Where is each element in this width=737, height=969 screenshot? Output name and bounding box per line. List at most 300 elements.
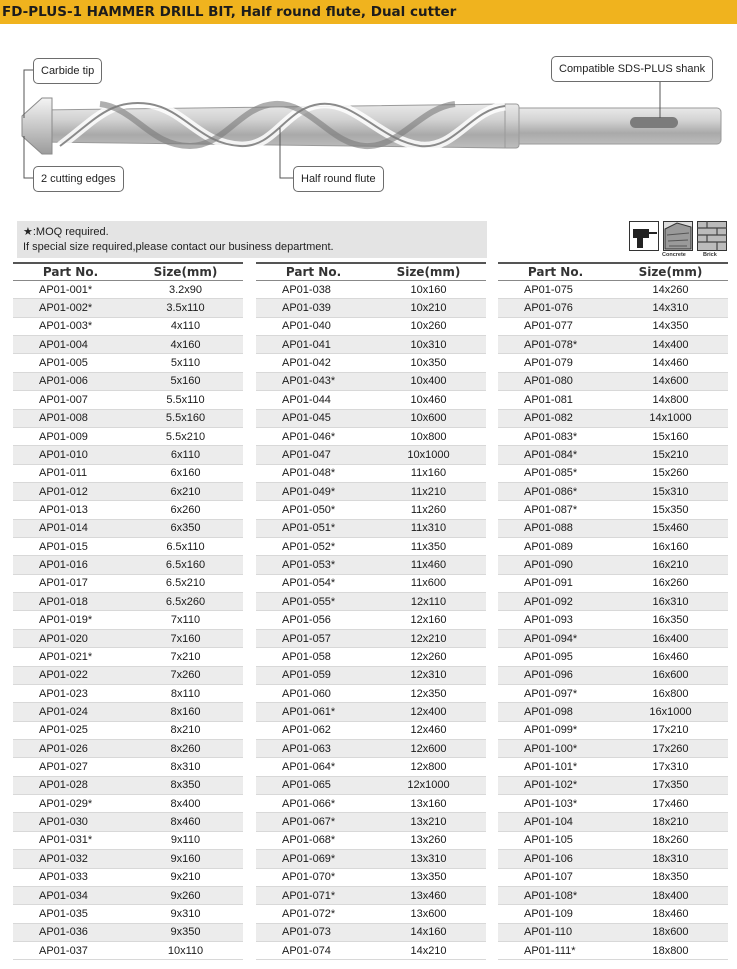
- table-row: [256, 373, 486, 391]
- size-cell: 6.5x260: [165, 595, 206, 608]
- size-cell: 6x160: [170, 467, 201, 480]
- size-cell: 10x1000: [407, 448, 450, 461]
- table-row: [256, 391, 486, 409]
- part-no-cell: AP01-079: [524, 357, 573, 370]
- part-no-cell: AP01-086*: [524, 485, 578, 498]
- size-cell: 9x110: [170, 834, 201, 847]
- size-cell: 18x210: [652, 816, 689, 829]
- size-cell: 10x460: [410, 393, 447, 406]
- part-no-cell: AP01-103*: [524, 797, 578, 810]
- table-row: [498, 465, 728, 483]
- part-no-cell: AP01-092: [524, 595, 573, 608]
- size-cell: 17x210: [652, 724, 689, 737]
- part-no-cell: AP01-091: [524, 577, 573, 590]
- table-row: [13, 685, 243, 703]
- table-rows: [256, 281, 486, 960]
- size-cell: 8x400: [170, 797, 201, 810]
- table-header: [498, 262, 728, 281]
- table-rows: [13, 281, 243, 960]
- table-row: [256, 483, 486, 501]
- header-part-no: Part No.: [42, 265, 99, 279]
- part-no-cell: AP01-076: [524, 302, 573, 315]
- header-part-no: Part No.: [527, 265, 584, 279]
- size-cell: 16x350: [652, 614, 689, 627]
- part-no-cell: AP01-050*: [282, 503, 336, 516]
- size-cell: 16x1000: [649, 705, 692, 718]
- part-no-cell: AP01-042: [282, 357, 331, 370]
- table-row: [256, 428, 486, 446]
- part-no-cell: AP01-001*: [39, 283, 93, 296]
- size-cell: 18x310: [652, 852, 689, 865]
- table-row: [498, 520, 728, 538]
- size-cell: 18x350: [652, 871, 689, 884]
- part-no-cell: AP01-057: [282, 632, 331, 645]
- size-cell: 14x210: [410, 944, 447, 957]
- size-cell: 13x350: [410, 871, 447, 884]
- table-header: [13, 262, 243, 281]
- table-row: [498, 905, 728, 923]
- part-no-cell: AP01-062: [282, 724, 331, 737]
- table-row: [13, 318, 243, 336]
- table-row: [13, 703, 243, 721]
- table-row: [498, 703, 728, 721]
- table-row: [256, 520, 486, 538]
- part-no-cell: AP01-053*: [282, 559, 336, 572]
- part-no-cell: AP01-080: [524, 375, 573, 388]
- part-no-cell: AP01-017: [39, 577, 88, 590]
- table-row: [13, 501, 243, 519]
- part-no-cell: AP01-064*: [282, 761, 336, 774]
- part-no-cell: AP01-033: [39, 871, 88, 884]
- table-row: [13, 942, 243, 960]
- size-cell: 12x1000: [407, 779, 450, 792]
- size-cell: 12x210: [410, 632, 447, 645]
- part-no-cell: AP01-065: [282, 779, 331, 792]
- size-cell: 14x600: [652, 375, 689, 388]
- size-cell: 16x400: [652, 632, 689, 645]
- part-no-cell: AP01-049*: [282, 485, 336, 498]
- size-cell: 7x260: [170, 669, 201, 682]
- part-no-cell: AP01-078*: [524, 338, 578, 351]
- part-no-cell: AP01-107: [524, 871, 573, 884]
- part-no-cell: AP01-070*: [282, 871, 336, 884]
- size-cell: 14x310: [652, 302, 689, 315]
- table-row: [13, 777, 243, 795]
- table-row: [13, 924, 243, 942]
- table-row: [256, 575, 486, 593]
- part-no-cell: AP01-094*: [524, 632, 578, 645]
- size-cell: 15x460: [652, 522, 689, 535]
- part-no-cell: AP01-029*: [39, 797, 93, 810]
- size-cell: 17x260: [652, 742, 689, 755]
- table-row: [498, 924, 728, 942]
- table-column-1: [13, 262, 243, 960]
- part-no-cell: AP01-044: [282, 393, 331, 406]
- size-cell: 12x110: [410, 595, 447, 608]
- size-cell: 5x160: [170, 375, 201, 388]
- part-no-cell: AP01-025: [39, 724, 88, 737]
- size-cell: 5.5x210: [165, 430, 206, 443]
- part-no-cell: AP01-034: [39, 889, 88, 902]
- table-row: [498, 667, 728, 685]
- part-no-cell: AP01-087*: [524, 503, 578, 516]
- table-row: [13, 336, 243, 354]
- part-no-cell: AP01-016: [39, 559, 88, 572]
- part-no-cell: AP01-037: [39, 944, 88, 957]
- size-cell: 15x160: [652, 430, 689, 443]
- table-row: [498, 777, 728, 795]
- part-no-cell: AP01-012: [39, 485, 88, 498]
- table-row: [256, 905, 486, 923]
- size-cell: 15x350: [652, 503, 689, 516]
- size-cell: 10x600: [410, 412, 447, 425]
- moq-note: ★:MOQ required.: [23, 226, 109, 238]
- size-cell: 11x310: [410, 522, 447, 535]
- table-row: [498, 795, 728, 813]
- size-cell: 3.5x110: [166, 302, 205, 315]
- table-row: [13, 575, 243, 593]
- part-no-cell: AP01-106: [524, 852, 573, 865]
- size-cell: 14x1000: [649, 412, 692, 425]
- callout-half-round-flute: Half round flute: [293, 166, 384, 192]
- table-row: [256, 924, 486, 942]
- table-row: [256, 777, 486, 795]
- part-no-cell: AP01-007: [39, 393, 88, 406]
- table-row: [256, 685, 486, 703]
- size-cell: 11x210: [410, 485, 447, 498]
- table-row: [256, 722, 486, 740]
- table-row: [13, 832, 243, 850]
- table-row: [256, 887, 486, 905]
- part-no-cell: AP01-108*: [524, 889, 578, 902]
- header-size: Size(mm): [153, 265, 218, 279]
- size-cell: 7x110: [170, 614, 201, 627]
- size-cell: 10x260: [410, 320, 447, 333]
- table-row: [498, 575, 728, 593]
- size-cell: 11x600: [410, 577, 447, 590]
- size-cell: 8x210: [170, 724, 201, 737]
- part-no-cell: AP01-100*: [524, 742, 578, 755]
- table-row: [256, 318, 486, 336]
- concrete-label: Concrete: [662, 252, 686, 258]
- part-no-cell: AP01-081: [524, 393, 573, 406]
- part-no-cell: AP01-058: [282, 650, 331, 663]
- size-cell: 3.2x90: [168, 283, 203, 296]
- table-row: [13, 667, 243, 685]
- table-row: [256, 501, 486, 519]
- size-cell: 5.5x160: [165, 412, 206, 425]
- hammer-drill-icon: [629, 221, 659, 251]
- size-cell: 12x350: [410, 687, 447, 700]
- table-row: [256, 758, 486, 776]
- table-row: [498, 556, 728, 574]
- size-cell: 13x600: [410, 907, 447, 920]
- table-row: [256, 703, 486, 721]
- header-size: Size(mm): [396, 265, 461, 279]
- size-cell: 12x160: [410, 614, 447, 627]
- table-row: [498, 887, 728, 905]
- part-no-cell: AP01-028: [39, 779, 88, 792]
- size-cell: 8x160: [170, 705, 201, 718]
- part-no-cell: AP01-009: [39, 430, 88, 443]
- table-row: [498, 593, 728, 611]
- part-no-cell: AP01-072*: [282, 907, 336, 920]
- table-row: [498, 740, 728, 758]
- size-cell: 9x160: [170, 852, 201, 865]
- size-cell: 13x210: [410, 816, 447, 829]
- part-no-cell: AP01-008: [39, 412, 88, 425]
- brick-icon: [697, 221, 727, 251]
- size-cell: 4x160: [170, 338, 201, 351]
- brick-label: Brick: [703, 252, 717, 258]
- size-cell: 6x350: [170, 522, 201, 535]
- table-row: [498, 428, 728, 446]
- part-no-cell: AP01-010: [39, 448, 88, 461]
- table-row: [13, 465, 243, 483]
- header-size: Size(mm): [638, 265, 703, 279]
- size-cell: 12x260: [410, 650, 447, 663]
- size-cell: 12x460: [410, 724, 447, 737]
- part-no-cell: AP01-085*: [524, 467, 578, 480]
- part-no-cell: AP01-088: [524, 522, 573, 535]
- table-row: [256, 299, 486, 317]
- table-row: [13, 593, 243, 611]
- part-no-cell: AP01-059: [282, 669, 331, 682]
- part-no-cell: AP01-074: [282, 944, 331, 957]
- part-no-cell: AP01-039: [282, 302, 331, 315]
- table-row: [13, 795, 243, 813]
- table-row: [256, 648, 486, 666]
- table-row: [256, 630, 486, 648]
- part-no-cell: AP01-063: [282, 742, 331, 755]
- size-cell: 18x400: [652, 889, 689, 902]
- table-row: [498, 446, 728, 464]
- table-row: [13, 722, 243, 740]
- table-row: [256, 850, 486, 868]
- size-cell: 5.5x110: [166, 393, 205, 406]
- table-row: [13, 446, 243, 464]
- table-row: [498, 630, 728, 648]
- part-no-cell: AP01-102*: [524, 779, 578, 792]
- table-row: [498, 942, 728, 960]
- part-no-cell: AP01-026: [39, 742, 88, 755]
- part-no-cell: AP01-083*: [524, 430, 578, 443]
- table-row: [256, 795, 486, 813]
- table-row: [13, 869, 243, 887]
- part-no-cell: AP01-054*: [282, 577, 336, 590]
- table-row: [498, 813, 728, 831]
- page-title: FD-PLUS-1 HAMMER DRILL BIT, Half round flute, Dual cutter: [2, 4, 457, 20]
- part-no-cell: AP01-024: [39, 705, 88, 718]
- size-cell: 10x400: [410, 375, 447, 388]
- part-no-cell: AP01-084*: [524, 448, 578, 461]
- table-row: [13, 611, 243, 629]
- part-no-cell: AP01-101*: [524, 761, 578, 774]
- size-cell: 17x310: [652, 761, 689, 774]
- part-no-cell: AP01-099*: [524, 724, 578, 737]
- part-no-cell: AP01-096: [524, 669, 573, 682]
- note-box: [17, 221, 487, 258]
- part-no-cell: AP01-105: [524, 834, 573, 847]
- size-cell: 7x210: [170, 650, 201, 663]
- table-row: [498, 538, 728, 556]
- part-no-cell: AP01-043*: [282, 375, 336, 388]
- table-row: [256, 869, 486, 887]
- table-row: [498, 869, 728, 887]
- table-row: [498, 483, 728, 501]
- size-cell: 16x460: [652, 650, 689, 663]
- table-row: [13, 391, 243, 409]
- part-no-cell: AP01-082: [524, 412, 573, 425]
- part-no-cell: AP01-032: [39, 852, 88, 865]
- table-row: [256, 556, 486, 574]
- size-cell: 14x460: [652, 357, 689, 370]
- table-row: [498, 648, 728, 666]
- table-row: [13, 538, 243, 556]
- size-cell: 12x800: [410, 761, 447, 774]
- table-row: [256, 446, 486, 464]
- table-row: [498, 501, 728, 519]
- size-cell: 10x310: [410, 338, 447, 351]
- table-row: [256, 942, 486, 960]
- part-no-cell: AP01-030: [39, 816, 88, 829]
- part-no-cell: AP01-048*: [282, 467, 336, 480]
- shank: [515, 108, 721, 144]
- size-cell: 9x350: [170, 926, 201, 939]
- part-no-cell: AP01-040: [282, 320, 331, 333]
- part-no-cell: AP01-104: [524, 816, 573, 829]
- size-cell: 18x600: [652, 926, 689, 939]
- size-cell: 8x110: [170, 687, 201, 700]
- size-cell: 11x260: [410, 503, 447, 516]
- table-row: [256, 354, 486, 372]
- table-row: [498, 758, 728, 776]
- table-row: [498, 318, 728, 336]
- callout-cutting-edges: 2 cutting edges: [33, 166, 124, 192]
- size-cell: 9x260: [170, 889, 201, 902]
- size-cell: 12x600: [410, 742, 447, 755]
- table-row: [256, 336, 486, 354]
- size-cell: 5x110: [170, 357, 201, 370]
- part-no-cell: AP01-056: [282, 614, 331, 627]
- table-row: [498, 391, 728, 409]
- size-cell: 11x460: [410, 559, 447, 572]
- size-cell: 6.5x160: [165, 559, 206, 572]
- size-cell: 8x310: [170, 761, 201, 774]
- part-no-cell: AP01-075: [524, 283, 573, 296]
- size-cell: 14x160: [410, 926, 447, 939]
- table-row: [256, 832, 486, 850]
- table-row: [498, 281, 728, 299]
- size-cell: 4x110: [170, 320, 201, 333]
- part-no-cell: AP01-022: [39, 669, 88, 682]
- table-row: [13, 740, 243, 758]
- size-cell: 18x260: [652, 834, 689, 847]
- table-row: [13, 630, 243, 648]
- size-cell: 10x800: [410, 430, 447, 443]
- size-cell: 18x460: [652, 907, 689, 920]
- table-row: [256, 538, 486, 556]
- size-cell: 9x210: [170, 871, 201, 884]
- special-size-note: If special size required,please contact our business department.: [23, 241, 334, 253]
- table-row: [256, 611, 486, 629]
- table-row: [256, 667, 486, 685]
- part-no-cell: AP01-011: [39, 467, 88, 480]
- table-column-2: [256, 262, 486, 960]
- size-cell: 16x800: [652, 687, 689, 700]
- table-row: [13, 556, 243, 574]
- part-no-cell: AP01-031*: [39, 834, 93, 847]
- part-no-cell: AP01-066*: [282, 797, 336, 810]
- table-row: [13, 354, 243, 372]
- callout-shank: Compatible SDS-PLUS shank: [551, 56, 713, 82]
- part-no-cell: AP01-067*: [282, 816, 336, 829]
- part-no-cell: AP01-046*: [282, 430, 336, 443]
- part-no-cell: AP01-013: [39, 503, 88, 516]
- part-no-cell: AP01-060: [282, 687, 331, 700]
- part-no-cell: AP01-021*: [39, 650, 93, 663]
- part-no-cell: AP01-023: [39, 687, 88, 700]
- part-no-cell: AP01-109: [524, 907, 573, 920]
- size-cell: 18x800: [652, 944, 689, 957]
- table-row: [498, 611, 728, 629]
- carbide-tip: [22, 98, 52, 154]
- header-part-no: Part No.: [285, 265, 342, 279]
- part-no-cell: AP01-005: [39, 357, 88, 370]
- size-cell: 13x260: [410, 834, 447, 847]
- size-cell: 14x800: [652, 393, 689, 406]
- size-cell: 14x350: [652, 320, 689, 333]
- table-row: [13, 648, 243, 666]
- table-row: [13, 299, 243, 317]
- table-row: [13, 428, 243, 446]
- table-row: [13, 813, 243, 831]
- size-cell: 8x460: [170, 816, 201, 829]
- table-row: [13, 483, 243, 501]
- size-cell: 11x350: [410, 540, 447, 553]
- part-no-cell: AP01-038: [282, 283, 331, 296]
- part-no-cell: AP01-093: [524, 614, 573, 627]
- part-no-cell: AP01-045: [282, 412, 331, 425]
- size-cell: 9x310: [170, 907, 201, 920]
- table-row: [256, 593, 486, 611]
- part-no-cell: AP01-097*: [524, 687, 578, 700]
- table-row: [256, 281, 486, 299]
- part-no-cell: AP01-077: [524, 320, 573, 333]
- part-no-cell: AP01-003*: [39, 320, 93, 333]
- table-row: [498, 850, 728, 868]
- part-no-cell: AP01-069*: [282, 852, 336, 865]
- callout-carbide-tip: Carbide tip: [33, 58, 102, 84]
- material-icons: [629, 221, 727, 259]
- size-cell: 6.5x110: [166, 540, 205, 553]
- table-row: [13, 520, 243, 538]
- size-cell: 7x160: [170, 632, 201, 645]
- table-row: [13, 887, 243, 905]
- size-cell: 10x210: [410, 302, 447, 315]
- size-cell: 6.5x210: [165, 577, 206, 590]
- size-cell: 14x400: [652, 338, 689, 351]
- table-row: [256, 410, 486, 428]
- table-row: [13, 373, 243, 391]
- shank-groove: [630, 117, 678, 128]
- size-cell: 12x400: [410, 705, 447, 718]
- table-header: [256, 262, 486, 281]
- size-cell: 13x160: [410, 797, 447, 810]
- part-no-cell: AP01-004: [39, 338, 88, 351]
- size-cell: 11x160: [410, 467, 447, 480]
- size-cell: 6x260: [170, 503, 201, 516]
